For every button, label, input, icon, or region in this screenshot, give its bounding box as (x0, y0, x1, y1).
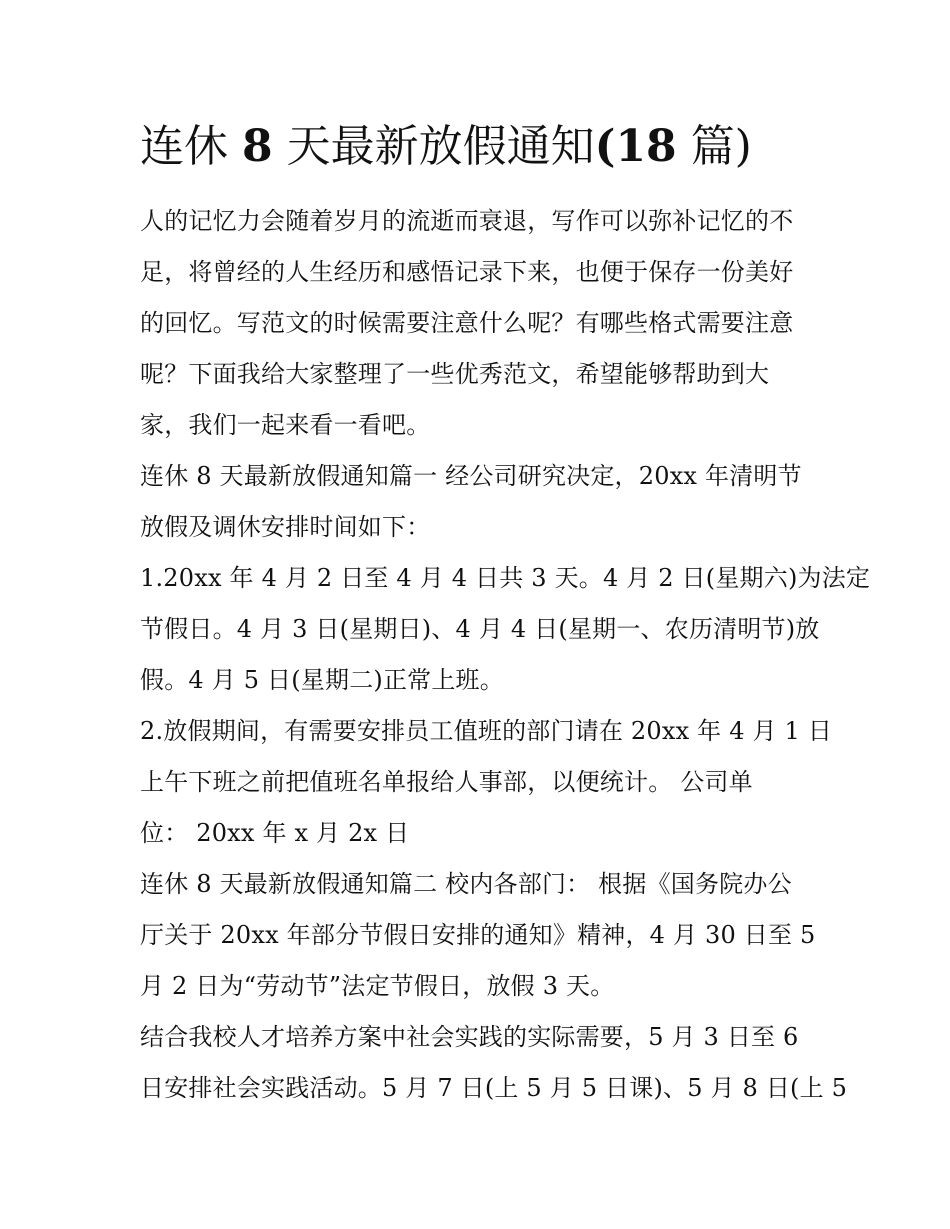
text-line: 上午下班之前把值班名单报给人事部，以便统计。 公司单 (140, 768, 753, 796)
text-line: 1.20xx 年 4 月 2 日至 4 月 4 日共 3 天。4 月 2 日(星期六)为法定 (140, 564, 871, 592)
text-line: 日安排社会实践活动。5 月 7 日(上 5 月 5 日课)、5 月 8 日(上 5 (140, 1074, 848, 1102)
text-line: 人的记忆力会随着岁月的流逝而衰退，写作可以弥补记忆的不 (140, 207, 794, 235)
page-title (140, 112, 752, 182)
text-line: 月 2 日为“劳动节”法定节假日，放假 3 天。 (140, 972, 615, 1000)
title-part: (18 (594, 121, 677, 172)
text-line: 厅关于 20xx 年部分节假日安排的通知》精神，4 月 30 日至 5 (140, 921, 816, 949)
text-line: 放假及调休安排时间如下： (140, 513, 431, 541)
text-line: 家，我们一起来看一看吧。 (140, 411, 431, 439)
document-body (140, 196, 871, 1114)
text-line: 假。4 月 5 日(星期二)正常上班。 (140, 666, 504, 694)
text-line: 呢？下面我给大家整理了一些优秀范文，希望能够帮助到大 (140, 360, 770, 388)
text-line: 连休 8 天最新放假通知篇二 校内各部门： 根据《国务院办公 (140, 870, 792, 898)
title-part: 8 (242, 121, 273, 172)
text-line: 足，将曾经的人生经历和感悟记录下来，也便于保存一份美好 (140, 258, 794, 286)
title-part: 篇) (690, 121, 752, 172)
text-line: 结合我校人才培养方案中社会实践的实际需要，5 月 3 日至 6 (140, 1023, 799, 1051)
text-line: 的回忆。写范文的时候需要注意什么呢？有哪些格式需要注意 (140, 309, 794, 337)
title-part: 连休 (140, 121, 228, 172)
text-line: 2.放假期间，有需要安排员工值班的部门请在 20xx 年 4 月 1 日 (140, 717, 833, 745)
text-line: 位： 20xx 年 x 月 2x 日 (140, 819, 410, 847)
text-line: 连休 8 天最新放假通知篇一 经公司研究决定，20xx 年清明节 (140, 462, 802, 490)
title-part: 天最新放假通知 (286, 121, 595, 172)
text-line: 节假日。4 月 3 日(星期日)、4 月 4 日(星期一、农历清明节)放 (140, 615, 820, 643)
